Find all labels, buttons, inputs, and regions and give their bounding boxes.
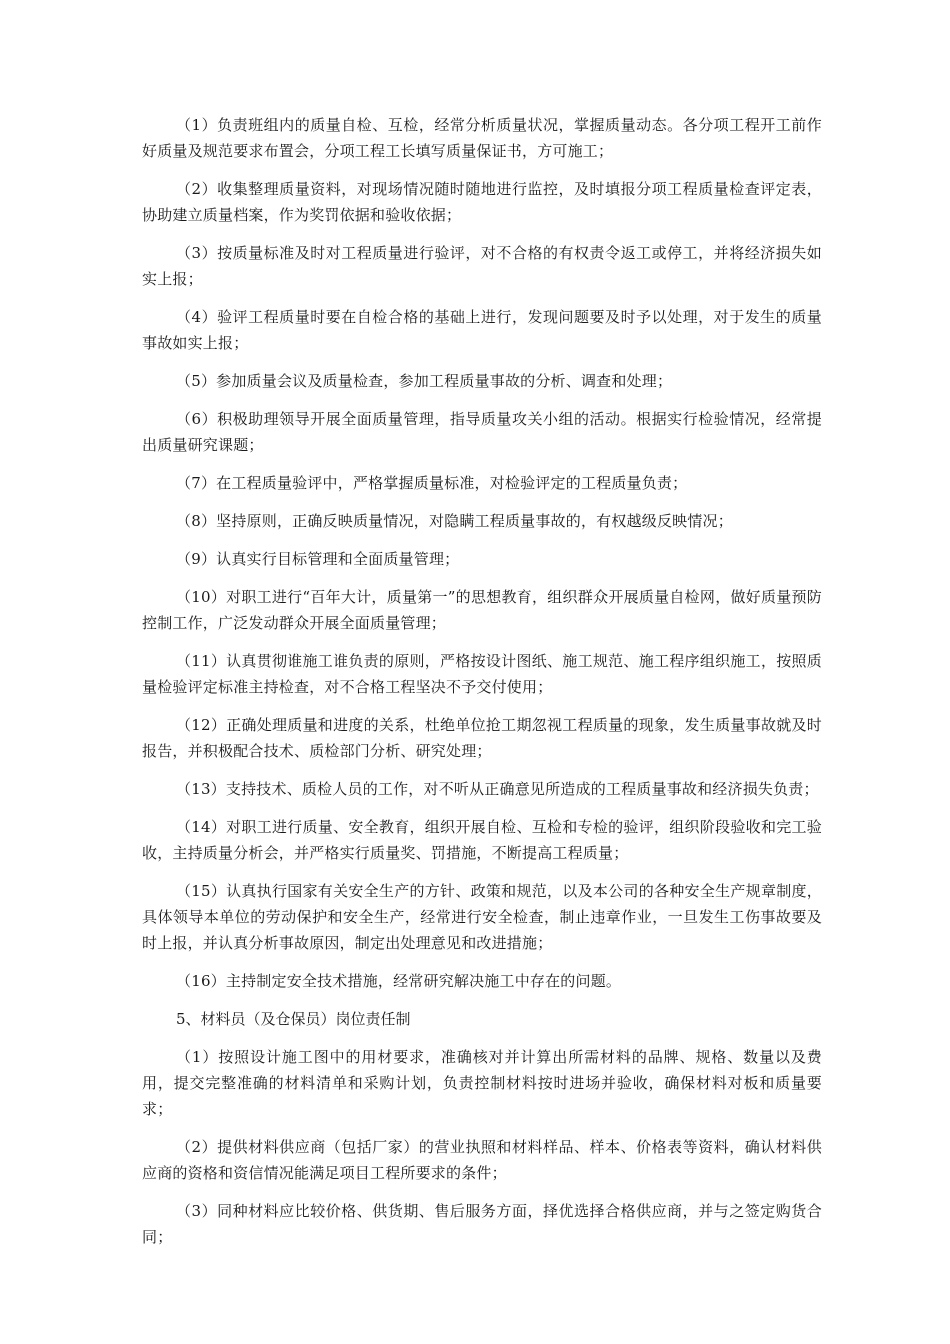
paragraph-1: （1）负责班组内的质量自检、互检，经常分析质量状况，掌握质量动态。各分项工程开工前作好质量及规范要求布置会，分项工程工长填写质量保证书，方可施工； <box>142 116 822 160</box>
paragraph-16: （16）主持制定安全技术措施，经常研究解决施工中存在的问题。 <box>176 972 622 990</box>
paragraph-15: （15）认真执行国家有关安全生产的方针、政策和规范，以及本公司的各种安全生产规章制度，具体领导本单位的劳动保护和安全生产，经常进行安全检查，制止违章作业，一旦发生工伤事故要及时上报，并认真分析事故原因，制定出处理意见和改进措施； <box>142 882 822 952</box>
paragraph-12: （12）正确处理质量和进度的关系，杜绝单位抢工期忽视工程质量的现象，发生质量事故就及时报告，并积极配合技术、质检部门分析、研究处理； <box>142 716 822 760</box>
section-heading: 5、材料员（及仓保员）岗位责任制 <box>176 1010 411 1028</box>
paragraph-10: （10）对职工进行“百年大计，质量第一”的思想教育，组织群众开展质量自检网，做好质量预防控制工作，广泛发动群众开展全面质量管理； <box>142 588 822 632</box>
material-paragraph-1: （1）按照设计施工图中的用材要求，准确核对并计算出所需材料的品牌、规格、数量以及费用，提交完整准确的材料清单和采购计划，负责控制材料按时进场并验收，确保材料对板和质量要求； <box>142 1048 822 1118</box>
paragraph-7: （7）在工程质量验评中，严格掌握质量标准，对检验评定的工程质量负责； <box>176 474 688 492</box>
paragraph-3: （3）按质量标准及时对工程质量进行验评，对不合格的有权责令返工或停工，并将经济损失如实上报； <box>142 244 822 288</box>
material-paragraph-3: （3）同种材料应比较价格、供货期、售后服务方面，择优选择合格供应商，并与之签定购货合同； <box>142 1202 822 1246</box>
document-body <box>142 112 822 1262</box>
paragraph-8: （8）坚持原则，正确反映质量情况，对隐瞒工程质量事故的，有权越级反映情况； <box>176 512 733 530</box>
paragraph-11: （11）认真贯彻谁施工谁负责的原则，严格按设计图纸、施工规范、施工程序组织施工，按照质量检验评定标准主持检查，对不合格工程坚决不予交付使用； <box>142 652 822 696</box>
material-paragraph-2: （2）提供材料供应商（包括厂家）的营业执照和材料样品、样本、价格表等资料，确认材料供应商的资格和资信情况能满足项目工程所要求的条件； <box>142 1138 822 1182</box>
paragraph-9: （9）认真实行目标管理和全面质量管理； <box>176 550 460 568</box>
paragraph-5: （5）参加质量会议及质量检查，参加工程质量事故的分析、调查和处理； <box>176 372 673 390</box>
paragraph-2: （2）收集整理质量资料，对现场情况随时随地进行监控，及时填报分项工程质量检查评定表，协助建立质量档案，作为奖罚依据和验收依据； <box>142 180 822 224</box>
paragraph-4: （4）验评工程质量时要在自检合格的基础上进行，发现问题要及时予以处理，对于发生的质量事故如实上报； <box>142 308 822 352</box>
paragraph-6: （6）积极助理领导开展全面质量管理，指导质量攻关小组的活动。根据实行检验情况，经常提出质量研究课题； <box>142 410 822 454</box>
paragraph-14: （14）对职工进行质量、安全教育，组织开展自检、互检和专检的验评，组织阶段验收和完工验收，主持质量分析会，并严格实行质量奖、罚措施，不断提高工程质量； <box>142 818 822 862</box>
paragraph-13: （13）支持技术、质检人员的工作，对不听从正确意见所造成的工程质量事故和经济损失负责； <box>176 780 819 798</box>
